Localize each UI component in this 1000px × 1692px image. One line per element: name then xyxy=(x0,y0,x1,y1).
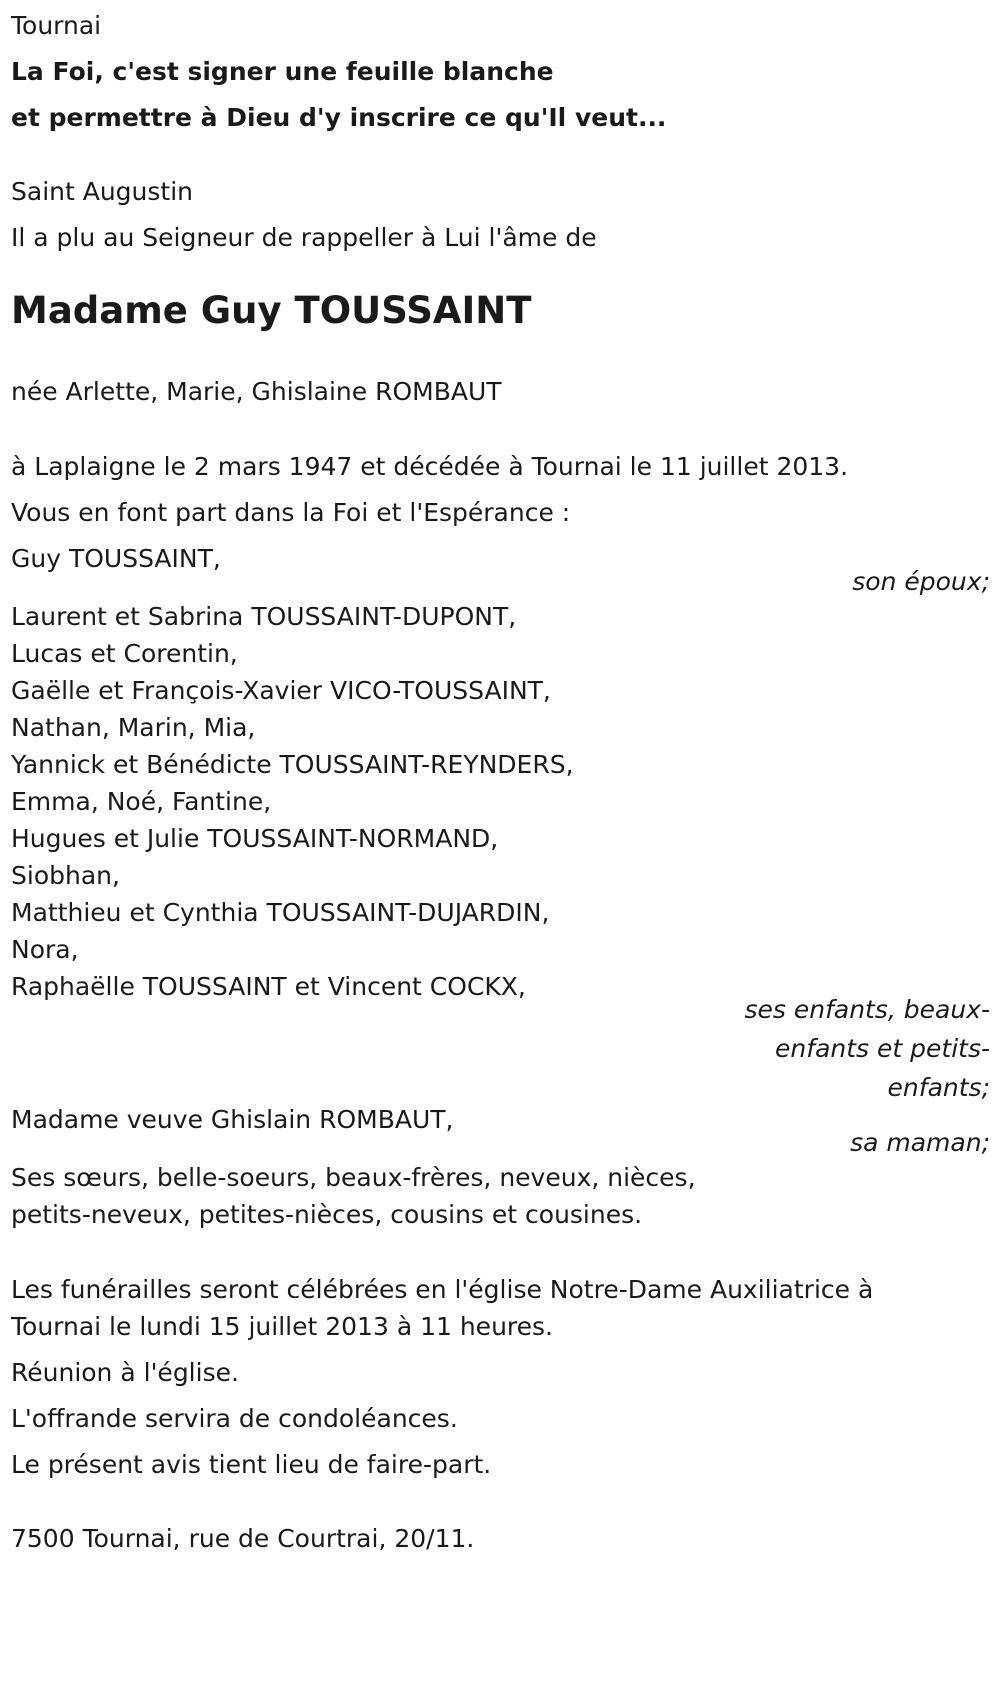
children-role: ses enfants, beaux-enfants et petits-enfants; xyxy=(744,995,990,1102)
list-item: Gaëlle et François-Xavier VICO-TOUSSAINT, xyxy=(11,676,551,705)
funeral-line-1: Les funérailles seront célébrées en l'église Notre-Dame Auxiliatrice à xyxy=(11,1275,874,1304)
list-item: Hugues et Julie TOUSSAINT-NORMAND, xyxy=(11,824,499,853)
list-item: Yannick et Bénédicte TOUSSAINT-REYNDERS, xyxy=(11,750,574,779)
funeral-line-2: Tournai le lundi 15 juillet 2013 à 11 heures. xyxy=(11,1312,553,1341)
mother-role: sa maman; xyxy=(850,1128,990,1157)
address: 7500 Tournai, rue de Courtrai, 20/11. xyxy=(11,1524,475,1553)
list-item: Lucas et Corentin, xyxy=(11,639,238,668)
intro-text: Il a plu au Seigneur de rappeller à Lui l'âme de xyxy=(11,223,597,252)
birth-death-dates: à Laplaigne le 2 mars 1947 et décédée à Tournai le 11 juillet 2013. xyxy=(11,452,849,481)
quote-line-1: La Foi, c'est signer une feuille blanche xyxy=(11,57,554,86)
spouse-role: son époux; xyxy=(852,567,990,596)
city-heading: Tournai xyxy=(11,11,102,40)
quote-line-2: et permettre à Dieu d'y inscrire ce qu'Il veut... xyxy=(11,103,667,132)
mother-name: Madame veuve Ghislain ROMBAUT, xyxy=(11,1105,454,1134)
other-relatives-line-2: petits-neveux, petites-nièces, cousins et cousines. xyxy=(11,1200,643,1229)
list-item: Nora, xyxy=(11,935,79,964)
deceased-name: Madame Guy TOUSSAINT xyxy=(11,289,532,332)
meeting-note: Réunion à l'église. xyxy=(11,1358,239,1387)
list-item: Emma, Noé, Fantine, xyxy=(11,787,272,816)
maiden-name: née Arlette, Marie, Ghislaine ROMBAUT xyxy=(11,377,502,406)
announcement: Vous en font part dans la Foi et l'Espérance : xyxy=(11,498,571,527)
list-item: Nathan, Marin, Mia, xyxy=(11,713,256,742)
other-relatives-line-1: Ses sœurs, belle-soeurs, beaux-frères, neveux, nièces, xyxy=(11,1163,696,1192)
spouse-name: Guy TOUSSAINT, xyxy=(11,544,221,573)
quote-author: Saint Augustin xyxy=(11,177,194,206)
list-item: Laurent et Sabrina TOUSSAINT-DUPONT, xyxy=(11,602,517,631)
notice-note: Le présent avis tient lieu de faire-part. xyxy=(11,1450,492,1479)
list-item: Matthieu et Cynthia TOUSSAINT-DUJARDIN, xyxy=(11,898,550,927)
list-item: Raphaëlle TOUSSAINT et Vincent COCKX, xyxy=(11,972,526,1001)
offering-note: L'offrande servira de condoléances. xyxy=(11,1404,458,1433)
list-item: Siobhan, xyxy=(11,861,120,890)
